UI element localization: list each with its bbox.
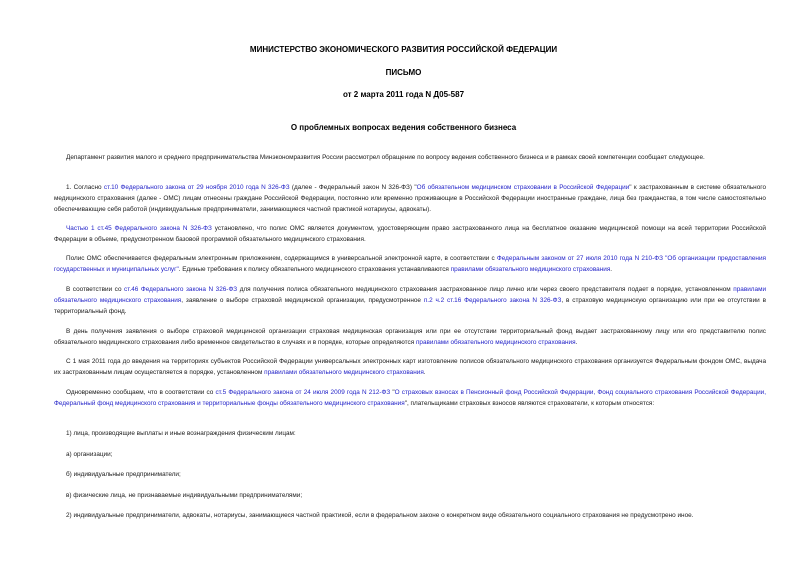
link-part1-art45[interactable]: Частью 1 ст.45 Федерального закона N 326-ФЗ — [66, 225, 212, 232]
text-run: В день получения заявления о выборе страховой медицинской организации страховая медицинская организация или при ее отсутствии территориальный фонд выдает застрахованному лицу или его представителю полис обязательного медицинского страхования либо временное свидетельство в случаях и в порядке, которые определяются — [54, 328, 766, 346]
link-art10-law-326[interactable]: ст.10 Федерального закона от 29 ноября 2010 года N 326-ФЗ — [103, 184, 290, 191]
list-item-individuals: в) физические лица, не признаваемые индивидуальными предпринимателями; — [66, 492, 303, 499]
document-subject: О проблемных вопросах ведения собственного бизнеса — [290, 123, 517, 132]
list-item-payers-2: 2) индивидуальные предприниматели, адвокаты, нотариусы, занимающиеся частной практикой, если в федеральном законе о конкретном виде обязательного социального страхования не предусмотрено иное. — [66, 512, 694, 519]
list-item-organizations: а) организации; — [66, 451, 113, 458]
link-oms-rules[interactable]: правилами обязательного медицинского страхования — [415, 339, 576, 346]
text-run: , заявление о выборе страховой медицинской организации, предусмотренное — [181, 297, 424, 304]
paragraph-electronic-card — [54, 253, 766, 275]
list-item-entrepreneurs: б) индивидуальные предприниматели; — [66, 471, 181, 478]
text-run: установлено, что полис ОМС является документом, удостоверяющим право застрахованного лица на бесплатное оказание медицинской помощи на всей территории Российской Федерации в объеме, предусмотренном базовой программой обязательного медицинского страхования. — [54, 225, 766, 243]
text-run: для получения полиса обязательного медицинского страхования застрахованное лицо лично или через своего представителя подает в порядке, установленном — [237, 286, 734, 293]
link-law-212-title[interactable]: О страховых взносах в Пенсионный фонд Российской Федерации, Фонд социального страхования Российской Федерации, Федеральный фонд медицинского страхования и территориальные фонды обязательного медицинского страхования — [54, 389, 766, 407]
text-run: . Единые требования к полису обязательного медицинского страхования устанавливаются — [178, 266, 451, 273]
paragraph-insurance-payers — [54, 387, 766, 409]
text-run: . — [575, 339, 578, 346]
text-run: . — [423, 369, 426, 376]
text-run: (далее - Федеральный закон N 326-ФЗ) " — [289, 184, 417, 191]
text-run: В соответствии со — [66, 286, 125, 293]
text-run: " — [390, 389, 395, 396]
paragraph-insured-persons — [54, 182, 766, 215]
paragraph-policy-document — [54, 223, 766, 245]
ministry-title: МИНИСТЕРСТВО ЭКОНОМИЧЕСКОГО РАЗВИТИЯ РОССИЙСКОЙ ФЕДЕРАЦИИ — [249, 45, 558, 54]
text-run: , в страховую медицинскую организацию или при ее отсутствии в территориальный фонд. — [54, 297, 766, 315]
list-item-payers-1: 1) лица, производящие выплаты и иные вознаграждения физическим лицам: — [66, 430, 296, 437]
link-oms-rules[interactable]: правилами обязательного медицинского страхования — [264, 369, 424, 376]
text-run: . — [610, 266, 613, 273]
text-run: Полис ОМС обеспечивается федеральным электронным приложением, содержащимся в универсальной электронной карте, в соответствии с — [66, 255, 497, 262]
link-law-210[interactable]: Федеральным законом от 27 июля 2010 года N 210-ФЗ "Об организации предоставления государственных и муниципальных услуг" — [54, 255, 766, 273]
link-oms-rules[interactable]: правилами обязательного медицинского страхования — [450, 266, 611, 273]
document-date-number: от 2 марта 2011 года N Д05-587 — [342, 90, 465, 99]
link-art5-law-212[interactable]: ст.5 Федерального закона от 24 июля 2009 года N 212-ФЗ — [215, 389, 391, 396]
text-run: Одновременно сообщаем, что в соответствии со — [66, 389, 216, 396]
paragraph-may-2011 — [54, 356, 766, 378]
link-law-oms-title[interactable]: Об обязательном медицинском страховании в Российской Федерации — [416, 184, 630, 191]
paragraph-policy-obtaining — [54, 284, 766, 317]
paragraph-intro: Департамент развития малого и среднего предпринимательства Минэкономразвития России рассмотрел обращение по вопросу ведения собственного бизнеса и в рамках своей компетенции сообщает следующее. — [66, 154, 705, 161]
text-run: ", плательщиками страховых взносов являются страхователи, к которым относятся: — [404, 400, 655, 407]
text-run: " к застрахованным в системе обязательного медицинского страхования (далее - ОМС) лицам отнесены граждане Российской Федерации, постоянно или временно проживающие в Российской Федерации иностранные граждане, лица без гражданства, в том числе самостоятельно обеспечивающие себя работой (индивидуальные предприниматели, занимающиеся частной практикой нотариусы, адвокаты). — [54, 184, 766, 213]
text-run: 1. Согласно — [66, 184, 104, 191]
text-run: С 1 мая 2011 года до введения на территориях субъектов Российской Федерации универсальных электронных карт изготовление полисов обязательного медицинского страхования организуется Федеральным фондом ОМС, выдача их застрахованным лицам осуществляется в порядке, установленном — [54, 358, 766, 376]
document-type: ПИСЬМО — [385, 68, 422, 77]
link-p2-part2-art16[interactable]: п.2 ч.2 ст.16 Федерального закона N 326-ФЗ — [423, 297, 562, 304]
paragraph-policy-issue-day — [54, 326, 766, 348]
link-art46[interactable]: ст.46 Федерального закона N 326-ФЗ — [124, 286, 238, 293]
link-oms-rules[interactable]: правилами обязательного медицинского страхования — [54, 286, 767, 304]
